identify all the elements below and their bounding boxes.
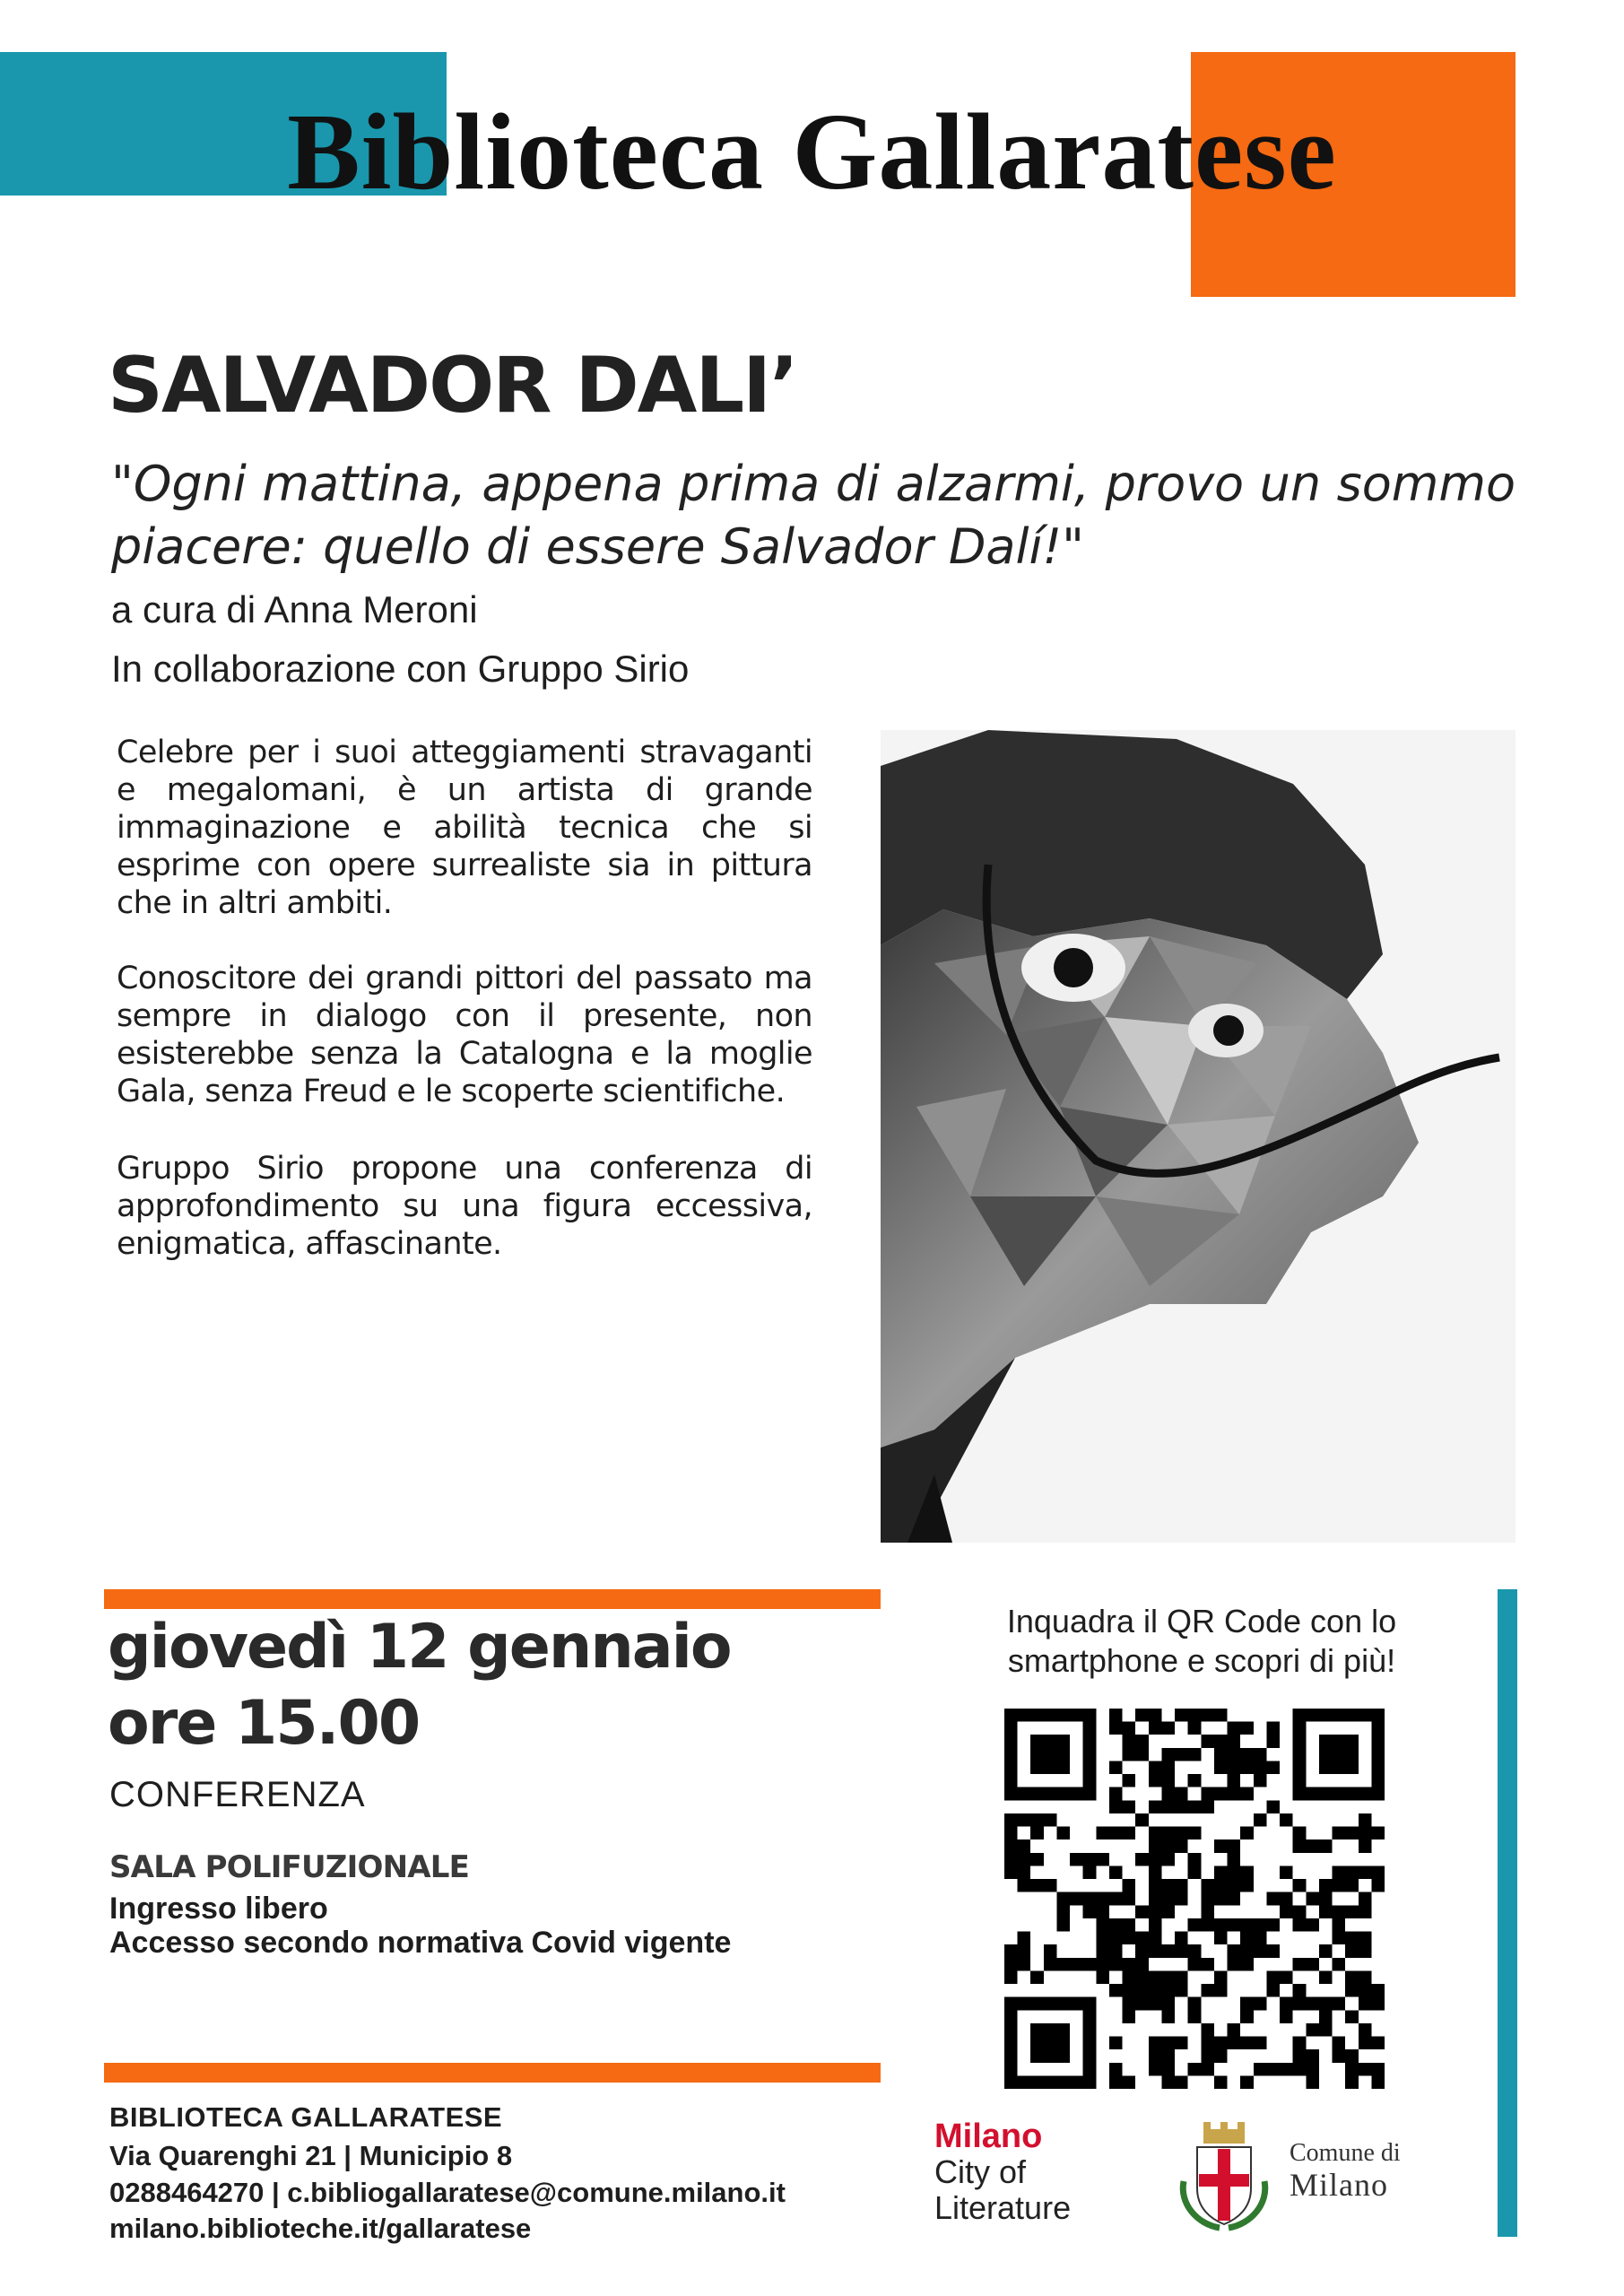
footer-address: Via Quarenghi 21 | Municipio 8 [109, 2140, 513, 2171]
dali-quote: "Ogni mattina, appena prima di alzarmi, provo un sommo piacere: quello di essere Salvador Dalí!" [111, 456, 1515, 575]
footer-website-link[interactable]: milano.biblioteche.it/gallaratese [109, 2213, 532, 2244]
entry-info: Ingresso libero [109, 1892, 328, 1926]
milano-city-of-literature-logo [934, 2118, 1071, 2226]
event-title: SALVADOR DALI’ [108, 341, 797, 430]
comune-di-milano-text [1290, 2140, 1401, 2203]
qr-caption: Inquadra il QR Code con lo smartphone e scopri di più! [1006, 1603, 1397, 1679]
event-time: ore 15.00 [108, 1688, 420, 1759]
milano-line: Milano [1290, 2167, 1388, 2203]
dali-portrait-image [881, 730, 1515, 1543]
footer-contacts[interactable]: 0288464270 | c.bibliogallaratese@comune.milano.it [109, 2177, 786, 2208]
collaboration-line: In collaborazione con Gruppo Sirio [111, 648, 690, 690]
qr-code-image[interactable] [1004, 1709, 1385, 2089]
description-paragraph: Celebre per i suoi atteggiamenti stravaganti e megalomani, è un artista di grande immaginazione e abilità tecnica che si esprime con opere surrealiste sia in pittura che in altri ambiti. [117, 735, 812, 921]
library-title: Biblioteca Gallaratese [287, 91, 1337, 213]
teal-vertical-line [1498, 1589, 1517, 2237]
event-type: CONFERENZA [109, 1775, 366, 1814]
logo-literature-text: Literature [934, 2189, 1072, 2226]
event-venue: SALA POLIFUZIONALE [109, 1849, 470, 1885]
footer-library-name: BIBLIOTECA GALLARATESE [109, 2101, 503, 2133]
orange-divider [104, 1589, 881, 1609]
comune-line: Comune di [1290, 2139, 1401, 2167]
description-paragraph: Gruppo Sirio propone una conferenza di approfondimento su una figura eccessiva, enigmatica, affascinante. [117, 1151, 812, 1262]
orange-divider [104, 2063, 881, 2083]
curator-line: a cura di Anna Meroni [111, 588, 478, 631]
description-paragraph: Conoscitore dei grandi pittori del passato ma sempre in dialogo con il presente, non esisterebbe senza la Catalogna e la moglie Gala, senza Freud e le scoperte scientifiche. [117, 961, 812, 1109]
comune-crest-icon [1166, 2118, 1282, 2235]
logo-city-of-text: City of [934, 2153, 1027, 2190]
access-info: Accesso secondo normativa Covid vigente [109, 1926, 732, 1960]
logo-milano-text: Milano [934, 2118, 1043, 2155]
event-date: giovedì 12 gennaio [108, 1612, 731, 1683]
